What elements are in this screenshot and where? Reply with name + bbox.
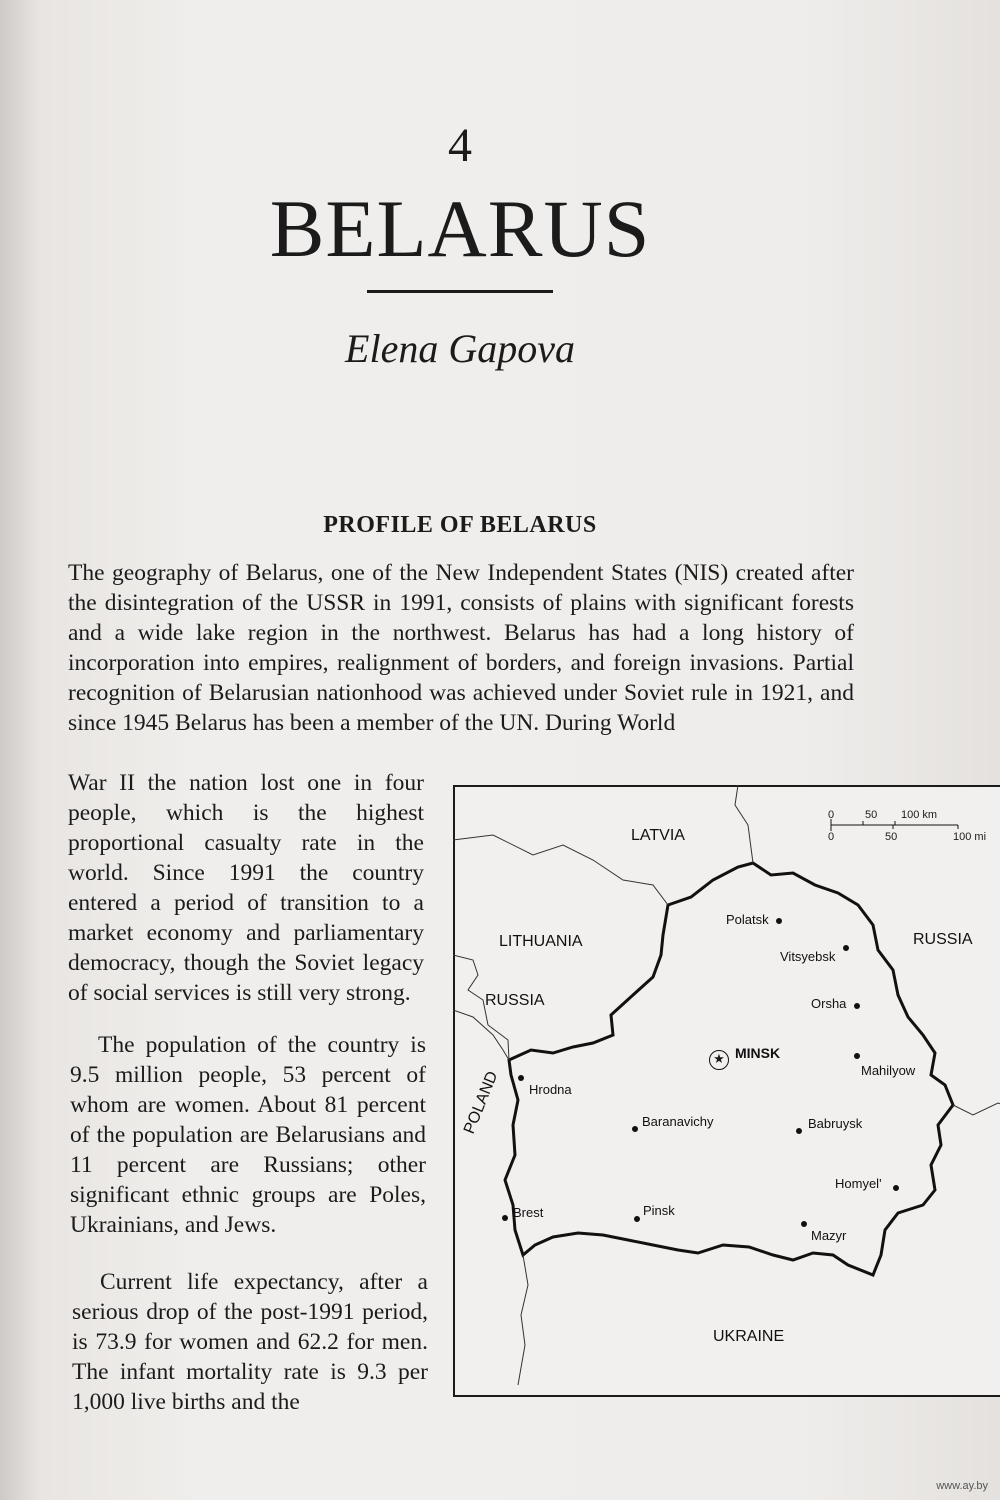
scale-mi-50: 50 [885,831,898,843]
city-hrodna: Hrodna [529,1082,572,1097]
dot-babruysk [796,1128,802,1134]
scale-km-50: 50 [865,809,878,821]
title-rule [367,290,553,293]
latvia-lithuania-border [453,835,668,905]
dot-baranavichy [632,1126,638,1132]
chapter-number: 4 [448,119,472,172]
dot-vitsyebsk [843,945,849,951]
label-poland: POLAND [461,1068,502,1137]
poland-ukraine-border [518,1255,528,1385]
label-latvia: LATVIA [631,827,685,844]
city-mazyr: Mazyr [811,1228,847,1243]
dot-pinsk [634,1216,640,1222]
dot-homyel [893,1185,899,1191]
scale-mi-100: 100 mi [953,831,987,843]
paragraph-population: The population of the country is 9.5 million people, 53 percent of whom are women. About 81 percent of the population are Belarusians and 11 percent are Russians; other significant ethnic groups are Poles, Ukrainians, and Jews. [70,1032,426,1238]
capital-star-icon: ★ [709,1050,729,1070]
city-pinsk: Pinsk [643,1203,675,1218]
latvia-russia-border [735,785,753,863]
dot-hrodna [518,1075,524,1081]
label-lithuania: LITHUANIA [499,933,583,950]
russia-ukraine-border [953,1103,1000,1115]
city-homyel: Homyel' [835,1176,882,1191]
city-orsha: Orsha [811,996,847,1011]
city-mahilyow: Mahilyow [861,1063,916,1078]
scale-km-100: 100 km [901,809,938,821]
city-baranavichy: Baranavichy [642,1114,714,1129]
paragraph-geography: The geography of Belarus, one of the New Independent States (NIS) created after the disintegration of the USSR in 1991, consists of plains with significant forests and a wide lake region in the northwest. Belarus has had a long history of incorporation into empires, realignment of borders, and foreign invasions. Partial recognition of Belarusian nationhood was achieved under Soviet rule in 1921, and since 1945 Belarus has been a member of the UN. During World [68,560,854,736]
city-babruysk: Babruysk [808,1116,863,1131]
dot-brest [502,1215,508,1221]
watermark: www.ay.by [936,1480,988,1492]
dot-orsha [854,1003,860,1009]
city-minsk: MINSK [735,1045,781,1061]
city-polatsk: Polatsk [726,912,769,927]
dot-mazyr [801,1221,807,1227]
label-russia-enclave: RUSSIA [485,992,545,1009]
belarus-map [453,785,1000,1400]
dot-mahilyow [854,1053,860,1059]
label-ukraine: UKRAINE [713,1328,785,1345]
paragraph-geography-continued: War II the nation lost one in four people, which is the highest proportional casualty rate in the world. Since 1991 the country entered a period of transition to a market economy and parliamentary democracy, though the Soviet legacy of social services is still very strong. [68,770,424,1006]
dot-polatsk [776,918,782,924]
paragraph-life-expectancy: Current life expectancy, after a serious drop of the post-1991 period, is 73.9 for women and 62.2 for men. The infant mortality rate is 9.3 per 1,000 live births and the [72,1269,428,1415]
city-brest: Brest [513,1205,544,1220]
label-russia: RUSSIA [913,931,973,948]
city-vitsyebsk: Vitsyebsk [780,949,836,964]
chapter-title: BELARUS [269,183,651,274]
scale-km-0: 0 [828,809,835,821]
chapter-author: Elena Gapova [345,326,575,371]
section-heading: PROFILE OF BELARUS [323,512,597,538]
scale-mi-0: 0 [828,831,835,843]
